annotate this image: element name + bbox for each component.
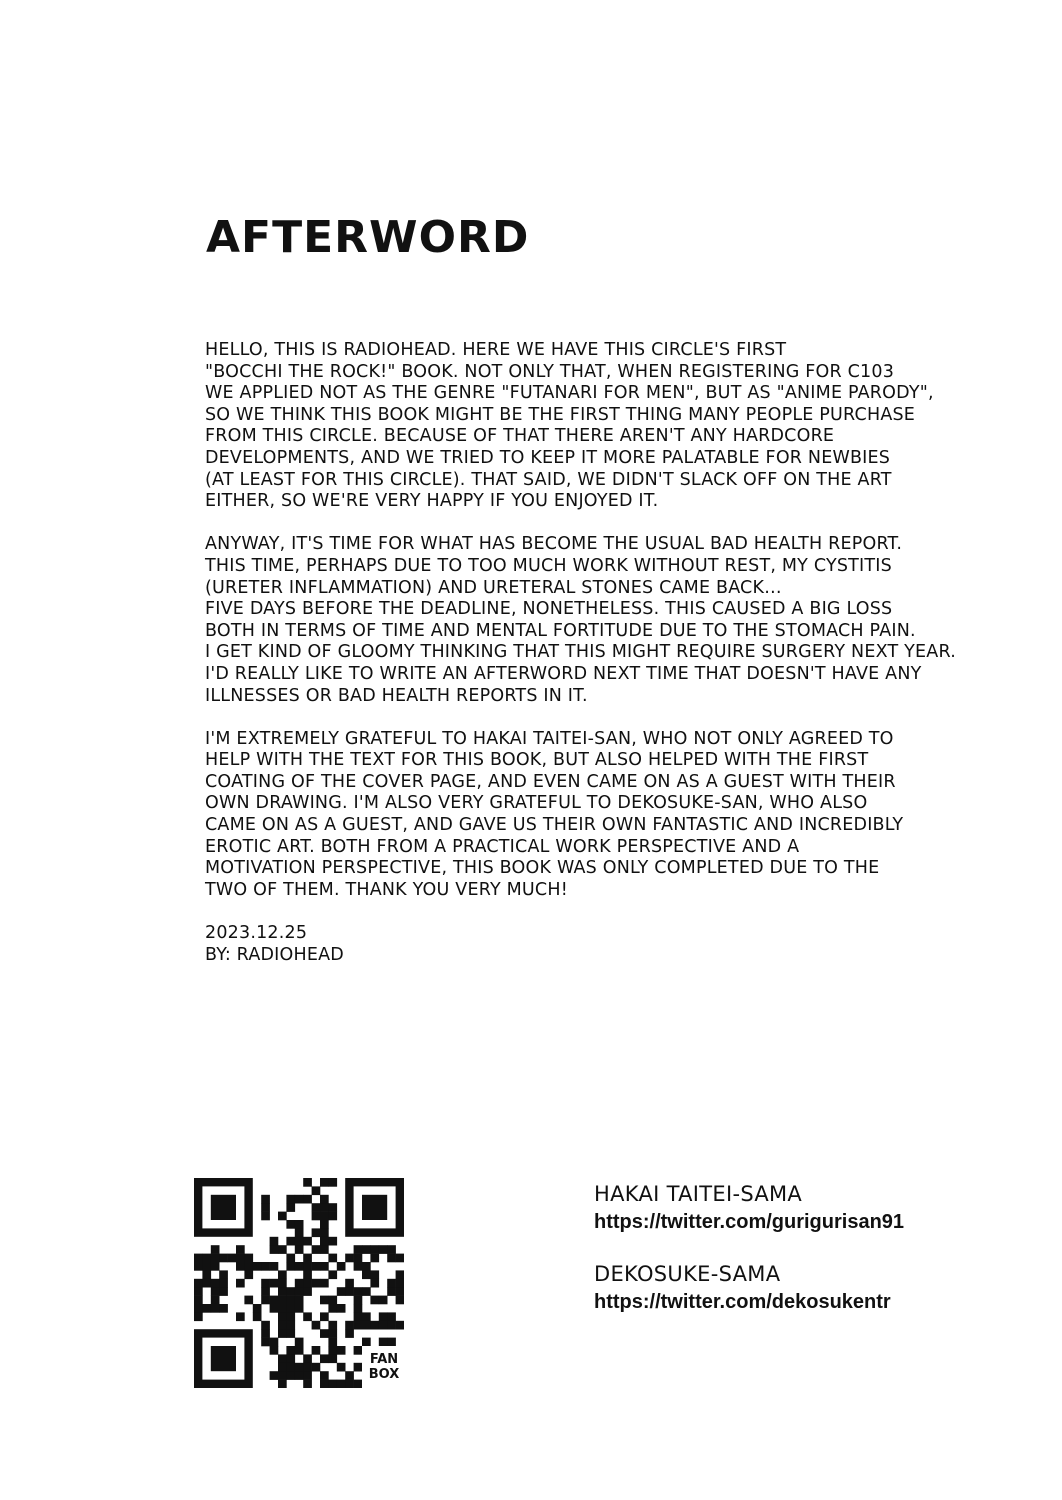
credit-name: HAKAI TAITEI-SAMA <box>594 1182 803 1206</box>
date: 2023.12.25 <box>205 923 308 944</box>
byline: BY: RADIOHEAD <box>205 944 344 965</box>
paragraph-intro: HELLO, THIS IS RADIOHEAD. HERE WE HAVE THIS CIRCLE'S FIRST "BOCCHI THE ROCK!" BOOK. NOT ONLY THAT, WHEN REGISTERING FOR C103 WE APPLIED NOT AS THE GENRE "FUTANARI FOR MEN", BUT AS "ANIME PARODY", SO WE THINK THIS BOOK MIGHT BE THE FIRST THING MANY PEOPLE PURCHASE FROM THIS CIRCLE. BECAUSE OF THAT THERE AREN'T ANY HARDCORE DEVELOPMENTS, AND WE TRIED TO KEEP IT MORE PALATABLE FOR NEWBIES (AT LEAST FOR THIS CIRCLE). THAT SAID, WE DIDN'T SLACK OFF ON THE ART EITHER, SO WE'RE VERY HAPPY IF YOU ENJOYED IT. <box>205 340 934 512</box>
fanbox-logo-line1: FAN <box>369 1352 399 1367</box>
credit-hakai-taitei <box>594 1180 1034 1236</box>
credit-link[interactable]: https://twitter.com/dekosukentr <box>594 1291 891 1313</box>
credit-name: DEKOSUKE-SAMA <box>594 1262 781 1286</box>
paragraph-health-report: ANYWAY, IT'S TIME FOR WHAT HAS BECOME THE USUAL BAD HEALTH REPORT. THIS TIME, PERHAPS DUE TO TOO MUCH WORK WITHOUT REST, MY CYSTITIS (URETER INFLAMMATION) AND URETERAL STONES CAME BACK… FIVE DAYS BEFORE THE DEADLINE, NONETHELESS. THIS CAUSED A BIG LOSS BOTH IN TERMS OF TIME AND MENTAL FORTITUDE DUE TO THE STOMACH PAIN. I GET KIND OF GLOOMY THINKING THAT THIS MIGHT REQUIRE SURGERY NEXT YEAR. I'D REALLY LIKE TO WRITE AN AFTERWORD NEXT TIME THAT DOESN'T HAVE ANY ILLNESSES OR BAD HEALTH REPORTS IN IT. <box>205 534 956 706</box>
paragraph-thanks: I'M EXTREMELY GRATEFUL TO HAKAI TAITEI-SAN, WHO NOT ONLY AGREED TO HELP WITH THE TEXT FOR THIS BOOK, BUT ALSO HELPED WITH THE FIRST COATING OF THE COVER PAGE, AND EVEN CAME ON AS A GUEST WITH THEIR OWN DRAWING. I'M ALSO VERY GRATEFUL TO DEKOSUKE-SAN, WHO ALSO CAME ON AS A GUEST, AND GAVE US THEIR OWN FANTASTIC AND INCREDIBLY EROTIC ART. BOTH FROM A PRACTICAL WORK PERSPECTIVE AND A MOTIVATION PERSPECTIVE, THIS BOOK WAS ONLY COMPLETED DUE TO THE TWO OF THEM. THANK YOU VERY MUCH! <box>205 728 904 900</box>
guest-credits <box>594 1180 1034 1340</box>
fanbox-logo-line2: BOX <box>368 1367 400 1382</box>
page-title: AFTERWORD <box>206 212 530 263</box>
credit-dekosuke <box>594 1260 1034 1316</box>
afterword-body <box>205 340 1035 966</box>
fanbox-logo <box>363 1352 405 1382</box>
credit-link[interactable]: https://twitter.com/gurigurisan91 <box>594 1211 905 1233</box>
